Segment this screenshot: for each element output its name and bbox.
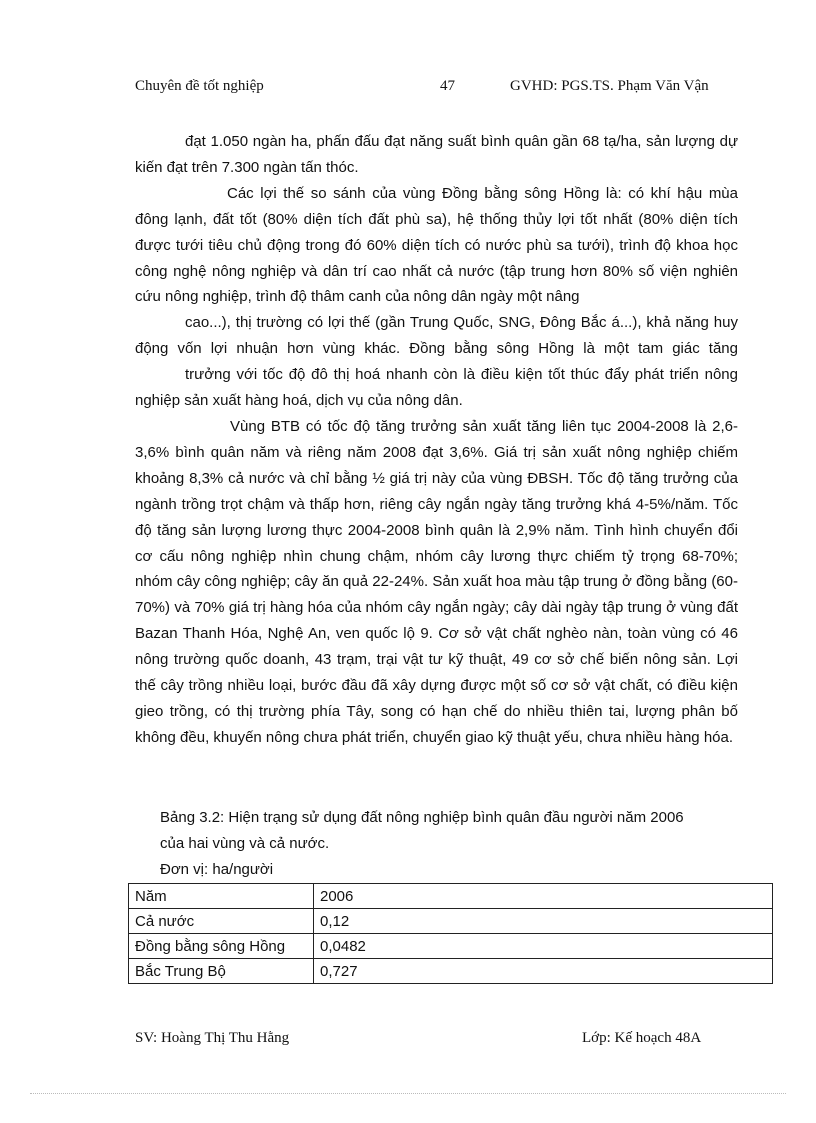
table-caption-line2: của hai vùng và cả nước.	[160, 835, 330, 852]
table-cell: Đồng bằng sông Hồng	[129, 934, 314, 959]
page-number: 47	[440, 78, 455, 94]
table-cell: Năm	[129, 884, 314, 909]
table-row	[129, 884, 773, 909]
paragraph-urbanization: trưởng với tốc độ đô thị hoá nhanh còn là điều kiện tốt thúc đẩy phát triển nông nghiệp sản xuất hàng hoá, dịch vụ của nông dân.	[135, 366, 738, 410]
paragraph-btb-growth: Vùng BTB có tốc độ tăng trưởng sản xuất tăng liên tục 2004-2008 là 2,6-3,6% bình quân năm và riêng năm 2008 đạt 3,6%. Giá trị sản xuất nông nghiệp chiếm khoảng 8,3% cả nước và chỉ bằng ½ giá trị này của vùng ĐBSH. Tốc độ tăng trưởng của ngành trồng trọt chậm và thấp hơn, riêng cây ngắn ngày tăng trưởng khá 4-5%/năm. Tốc độ tăng sản lượng lương thực 2004-2008 bình quân là 2,9% năm. Tình hình chuyển đổi cơ cấu nông nghiệp nhìn chung chậm, nhóm cây lương thực chiếm tỷ trọng 68-70%; nhóm cây công nghiệp; cây ăn quả 22-24%. Sản xuất hoa màu tập trung ở đồng bằng (60-70%) và 70% giá trị hàng hóa của nhóm cây ngắn ngày; cây dài ngày tập trung ở vùng đất Bazan Thanh Hóa, Nghệ An, ven quốc lộ 9. Cơ sở vật chất nghèo nàn, toàn vùng có 46 nông trường quốc doanh, 43 trạm, trại vật tư kỹ thuật, 49 cơ sở chế biến nông sản. Lợi thế cây trồng nhiều loại, bước đầu đã xây dựng được một số cơ sở vật chất, có điều kiện gieo trồng, có thị trường phía Tây, song có hạn chế do nhiều thiên tai, lượng phân bố không đều, khuyến nông chưa phát triển, chuyển giao kỹ thuật yếu, chưa nhiều hàng hóa.	[135, 417, 738, 746]
table-caption-line1: Bảng 3.2: Hiện trạng sử dụng đất nông nghiệp bình quân đầu người năm 2006	[160, 809, 684, 826]
table-cell: 0,727	[314, 959, 773, 984]
header-title: Chuyên đề tốt nghiệp	[135, 78, 264, 94]
header-advisor: GVHD: PGS.TS. Phạm Văn Vận	[510, 78, 709, 94]
table-cell: 0,12	[314, 909, 773, 934]
table-unit: Đơn vị: ha/người	[160, 861, 274, 878]
table-row	[129, 959, 773, 984]
page-bottom-divider	[30, 1093, 786, 1094]
footer-class: Lớp: Kế hoạch 48A	[582, 1030, 702, 1046]
body-text	[135, 129, 738, 751]
table-cell: Cả nước	[129, 909, 314, 934]
footer-student: SV: Hoàng Thị Thu Hằng	[135, 1030, 290, 1046]
land-use-table	[128, 883, 773, 984]
paragraph-market-advantage: cao...), thị trường có lợi thế (gần Trung Quốc, SNG, Đông Bắc á...), khả năng huy động vốn lợi nhuận hơn vùng khác. Đồng bằng sông Hồng là một tam giác tăng	[135, 314, 738, 358]
table-cell: Bắc Trung Bộ	[129, 959, 314, 984]
table-row	[129, 909, 773, 934]
table-cell: 2006	[314, 884, 773, 909]
paragraph-rice-output: đạt 1.050 ngàn ha, phấn đấu đạt năng suất bình quân gần 68 tạ/ha, sản lượng dự kiến đạt trên 7.300 ngàn tấn thóc.	[135, 133, 738, 176]
table-row	[129, 934, 773, 959]
paragraph-red-river-advantages: Các lợi thế so sánh của vùng Đồng bằng sông Hồng là: có khí hậu mùa đông lạnh, đất tốt (80% diện tích đất phù sa), hệ thống thủy lợi tốt nhất (80% diện tích được tưới tiêu chủ động trong đó 60% diện tích có nước phù sa tưới), trình độ khoa học công nghệ nông nghiệp và dân trí cao nhất cả nước (tập trung hơn 80% số viện nghiên cứu nông nghiệp, trình độ thâm canh của nông dân ngày một nâng	[135, 184, 738, 306]
table-cell: 0,0482	[314, 934, 773, 959]
